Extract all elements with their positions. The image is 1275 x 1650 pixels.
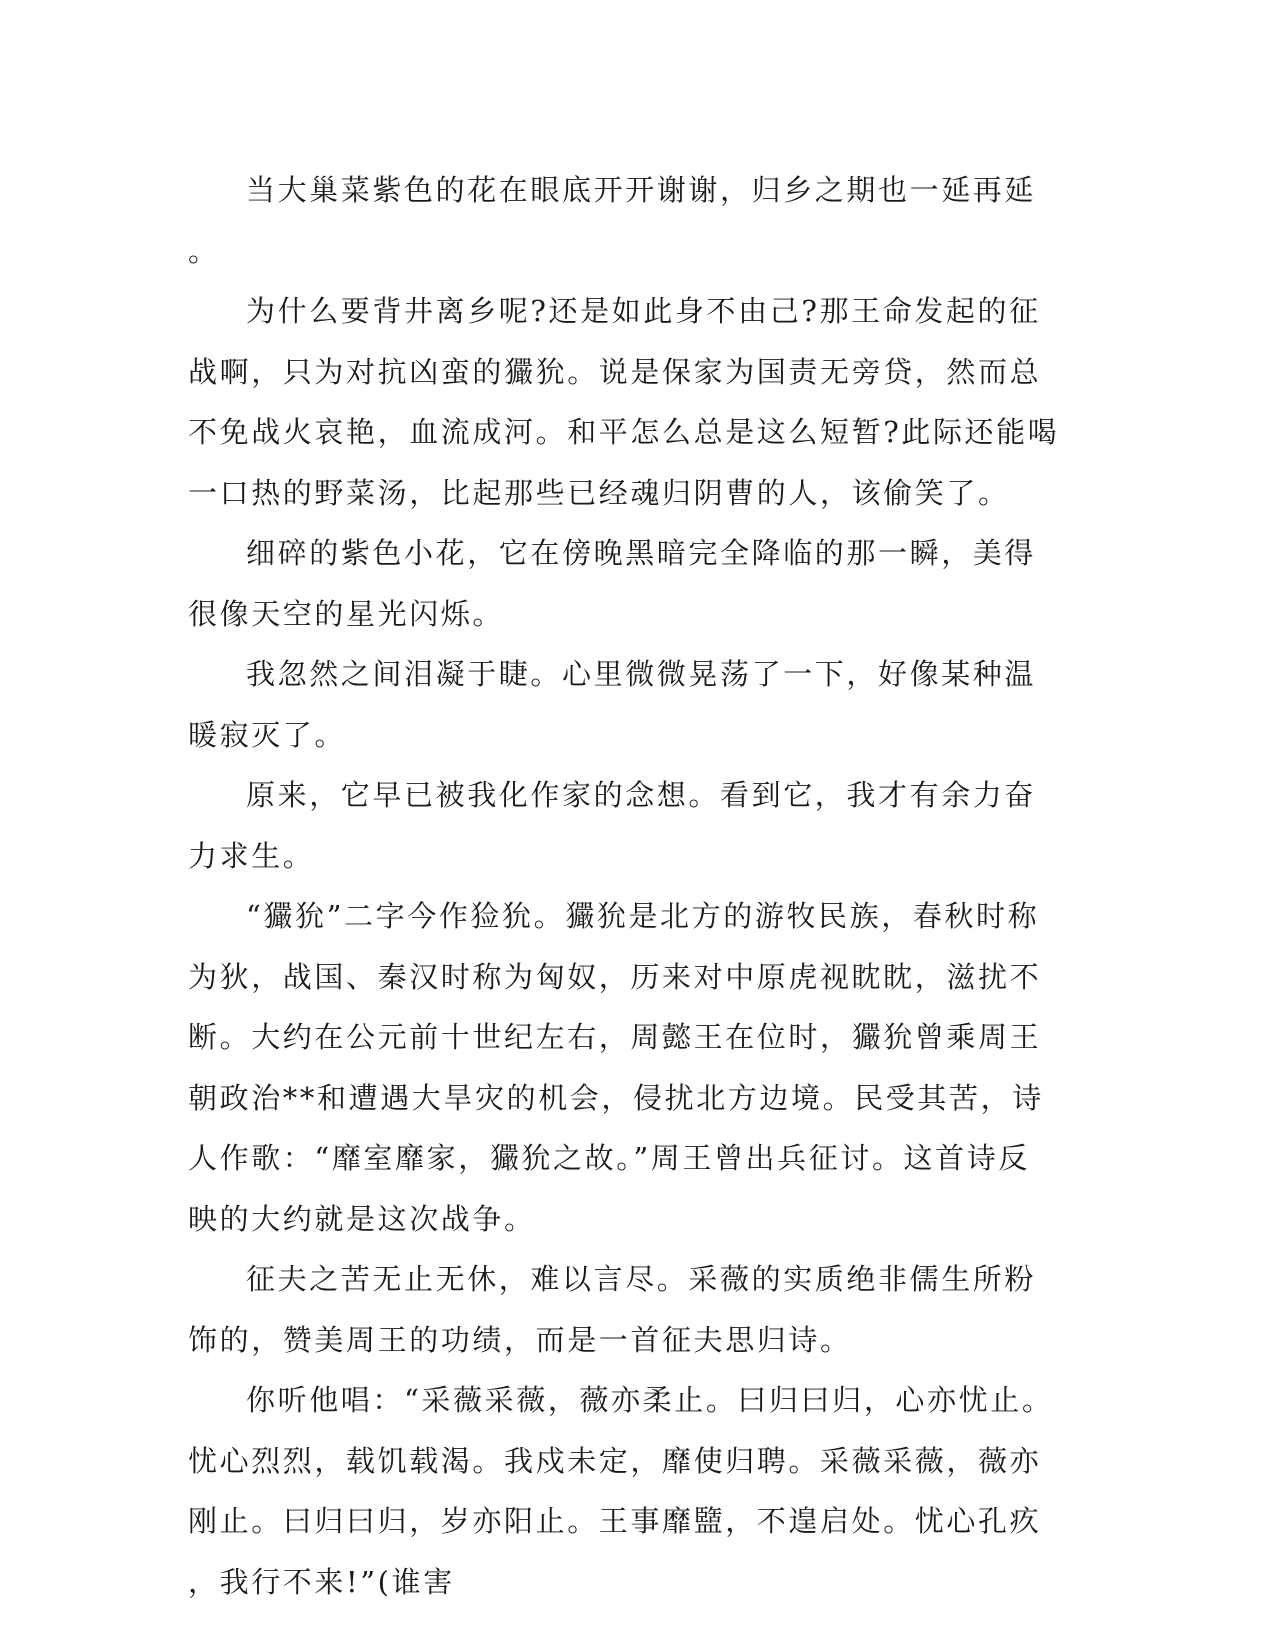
paragraph: 原来，它早已被我化作家的念想。看到它，我才有余力奋力求生。 (188, 778, 1037, 873)
paragraph: 为什么要背井离乡呢?还是如此身不由己?那王命发起的征战啊，只为对抗凶蛮的玁狁。说是保家为国责无旁贷，然而总不免战火哀艳，血流成河。和平怎么总是这么短暂?此际还能喝一口热的野菜汤，比起那些已经魂归阴曹的人，该偷笑了。 (188, 294, 1060, 510)
paragraph: “玁狁”二字今作猃狁。玁狁是北方的游牧民族，春秋时称为狄，战国、秦汉时称为匈奴，历来对中原虎视眈眈，滋扰不断。大约在公元前十世纪左右，周懿王在位时，玁狁曾乘周王朝政治**和遭遇大旱灾的机会，侵扰北方边境。民受其苦，诗人作歌：“靡室靡家，玁狁之故。”周王曾出兵征讨。这首诗反映的大约就是这次战争。 (188, 899, 1044, 1236)
paragraph: 你听他唱：“采薇采薇，薇亦柔止。曰归曰归，心亦忧止。忧心烈烈，载饥载渴。我戍未定，靡使归聘。采薇采薇，薇亦刚止。曰归曰归，岁亦阳止。王事靡盬，不遑启处。忧心孔疚，我行不来!”(谁害 (188, 1383, 1054, 1599)
paragraph: 征夫之苦无止无休，难以言尽。采薇的实质绝非儒生所粉饰的，赞美周王的功绩，而是一首征夫思归诗。 (188, 1262, 1037, 1357)
paragraph: 当大巢菜紫色的花在眼底开开谢谢，归乡之期也一延再延。 (188, 173, 1037, 268)
document-body (188, 160, 1060, 1612)
paragraph: 我忽然之间泪凝于睫。心里微微晃荡了一下，好像某种温暖寂灭了。 (188, 657, 1037, 752)
paragraph: 细碎的紫色小花，它在傍晚黑暗完全降临的那一瞬，美得很像天空的星光闪烁。 (188, 536, 1037, 631)
